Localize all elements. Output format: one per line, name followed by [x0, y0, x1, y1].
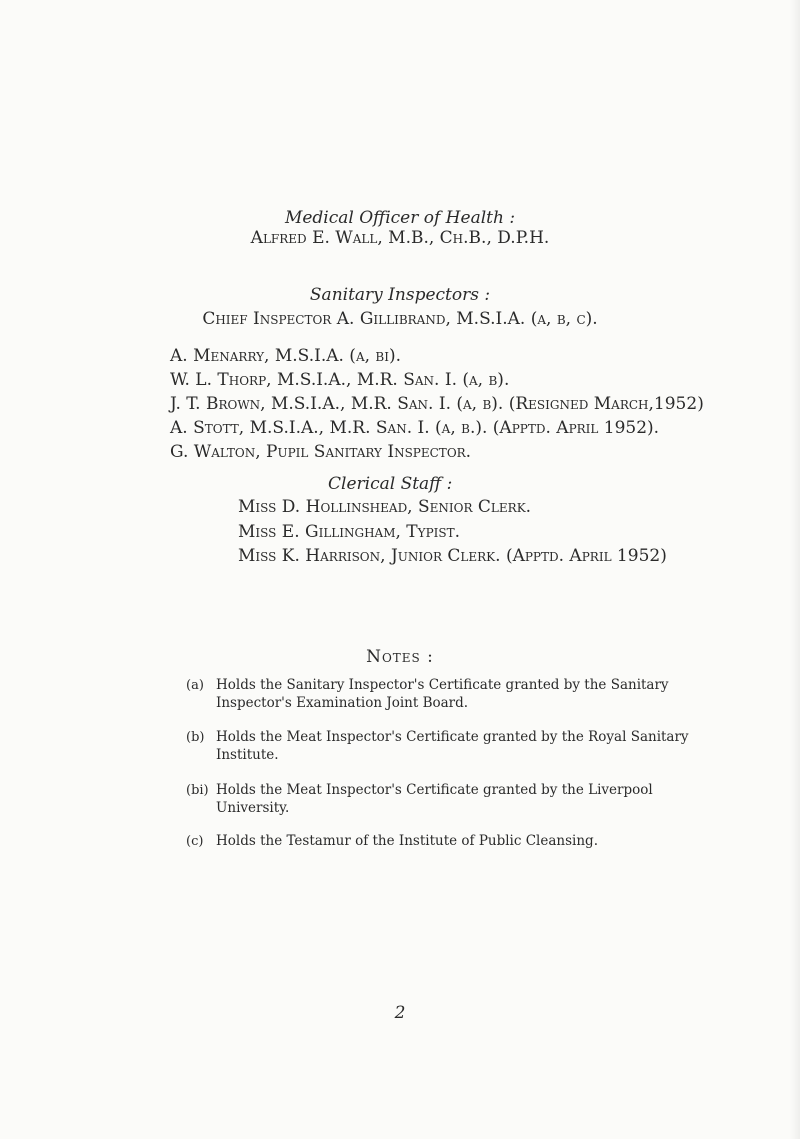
note-text-bi: Holds the Meat Inspector's Certificate granted by the Liverpool University.	[216, 782, 653, 816]
note-text-a: Holds the Sanitary Inspector's Certificate granted by the Sanitary Inspector's Examination Joint Board.	[216, 677, 669, 711]
inspector-stott: A. Stott, M.S.I.A., M.R. San. I. (a, b.). (Apptd. April 1952).	[170, 418, 660, 438]
clerk-harrison: Miss K. Harrison, Junior Clerk. (Apptd. April 1952)	[238, 546, 667, 566]
note-label-b: (b)	[186, 730, 205, 745]
note-text-c: Holds the Testamur of the Institute of Public Cleansing.	[216, 833, 598, 849]
note-label-a: (a)	[186, 678, 204, 693]
sanitary-heading: Sanitary Inspectors :	[309, 285, 491, 305]
inspector-thorp: W. L. Thorp, M.S.I.A., M.R. San. I. (a, b).	[170, 370, 510, 390]
page-number: 2	[394, 1003, 406, 1023]
note-label-c: (c)	[186, 834, 204, 849]
moh-heading: Medical Officer of Health :	[284, 208, 516, 228]
note-label-bi: (bi)	[186, 783, 209, 798]
note-text-b: Holds the Meat Inspector's Certificate granted by the Royal Sanitary Institute.	[216, 729, 689, 763]
moh-name: Alfred E. Wall, M.B., Ch.B., D.P.H.	[250, 228, 550, 248]
chief-inspector: Chief Inspector A. Gillibrand, M.S.I.A. (a, b, c).	[202, 309, 598, 329]
inspector-brown: J. T. Brown, M.S.I.A., M.R. San. I. (a, b). (Resigned March,1952)	[170, 394, 704, 414]
page-edge-shadow	[790, 0, 800, 1139]
inspector-menarry: A. Menarry, M.S.I.A. (a, bi).	[170, 346, 402, 366]
clerical-heading: Clerical Staff :	[328, 474, 453, 494]
notes-title: Notes :	[366, 647, 434, 667]
clerk-hollinshead: Miss D. Hollinshead, Senior Clerk.	[238, 497, 532, 517]
clerk-gillingham: Miss E. Gillingham, Typist.	[238, 522, 461, 542]
inspector-walton: G. Walton, Pupil Sanitary Inspector.	[170, 442, 472, 462]
